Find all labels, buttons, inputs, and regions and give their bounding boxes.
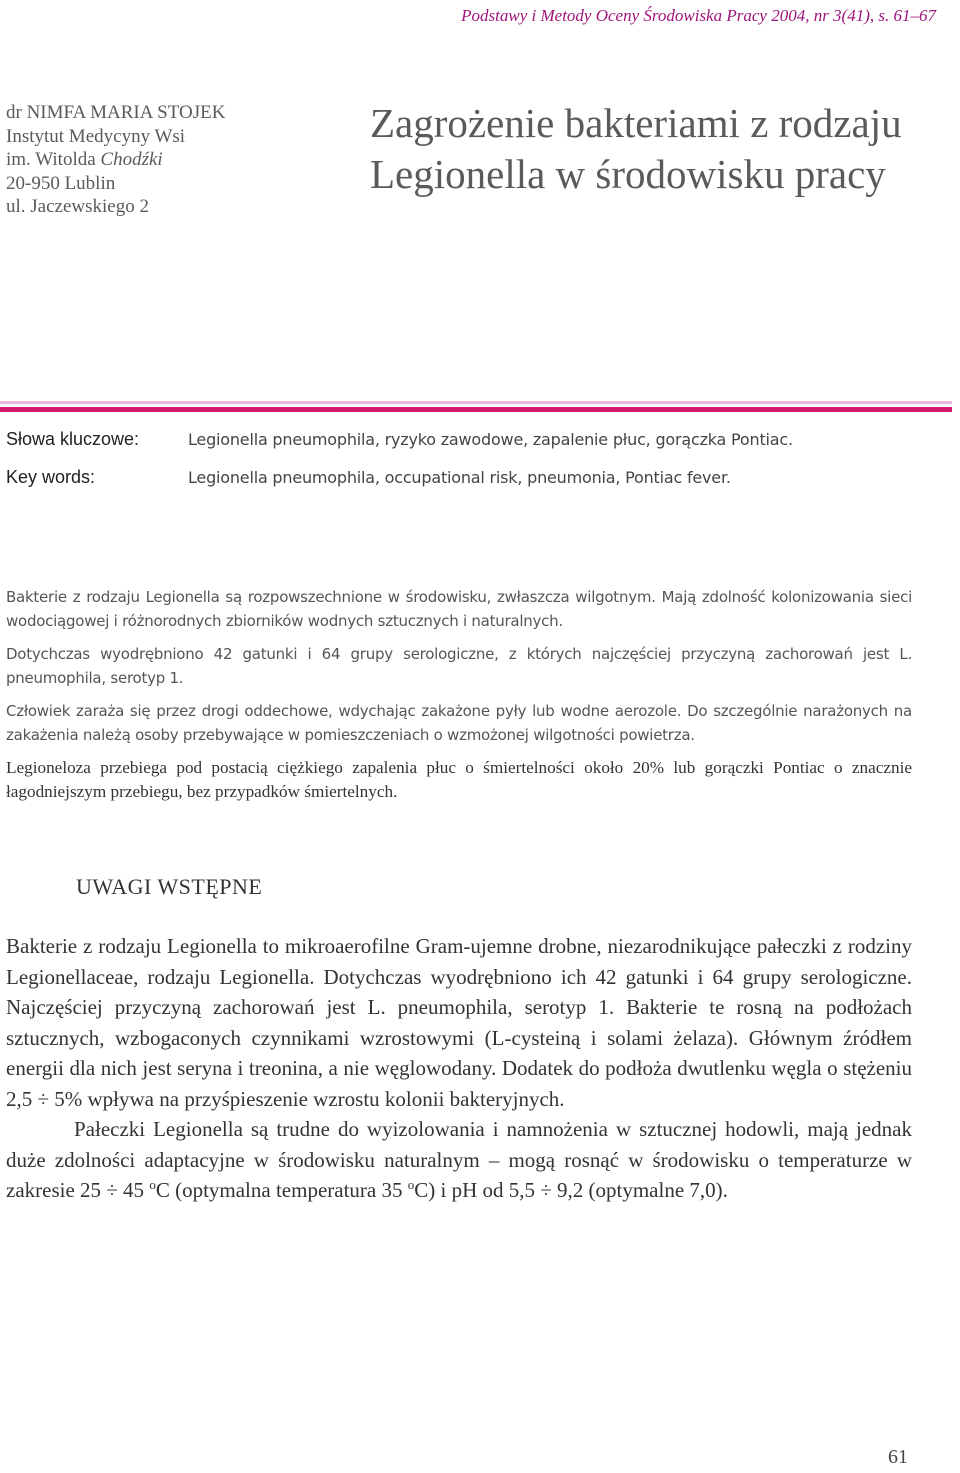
section-heading: UWAGI WSTĘPNE xyxy=(76,874,263,899)
article-title xyxy=(370,98,902,200)
body-text: C (optymalna temperatura 35 xyxy=(155,1178,408,1202)
title-line-1: Zagrożenie bakteriami z rodzaju xyxy=(370,100,902,146)
degree-superscript: o xyxy=(407,1177,415,1192)
abstract-paragraph: Bakterie z rodzaju Legionella są rozpowszechnione w środowisku, zwłaszcza wilgotnym. Mają zdolność kolonizowania sieci wodociągowej i różnorodnych zbiorników wodnych sztucznych i naturalnych. xyxy=(6,588,912,630)
body-text: C) i pH od 5,5 ÷ 9,2 (optymalne 7,0). xyxy=(414,1178,728,1202)
abstract-paragraph: Dotychczas wyodrębniono 42 gatunki i 64 grupy serologiczne, z których najczęściej przyczyną zachorowań jest L. pneumophila, serotyp 1. xyxy=(6,645,912,687)
patron-prefix: im. Witolda xyxy=(6,149,101,170)
title-line-2: Legionella w środowisku pracy xyxy=(370,151,886,197)
keywords-en-text: Legionella pneumophila, occupational risk, pneumonia, Pontiac fever. xyxy=(188,468,731,487)
patron-surname: Chodźki xyxy=(100,149,163,170)
section-body xyxy=(6,931,912,1206)
journal-citation: Podstawy i Metody Oceny Środowiska Pracy 2004, nr 3(41), s. 61–67 xyxy=(461,6,936,25)
institute-patron xyxy=(6,148,225,172)
abstract xyxy=(6,585,912,813)
body-paragraph: Bakterie z rodzaju Legionella to mikroaerofilne Gram-ujemne drobne, niezarodnikujące pałeczki z rodziny Legionellaceae, rodzaju Legionella. Dotychczas wyodrębniono ich 42 gatunki i 64 grupy serologiczne. Najczęściej przyczyną zachorowań jest L. pneumophila, serotyp 1. Bakterie te rosną na podłożach sztucznych, wzbogaconych czynnikami wzrostowymi (L-cysteiną i solami żelaza). Głównym źródłem energii dla nich jest seryna i treonina, a nie węglowodany. Dodatek do podłoża dwutlenku węgla o stężeniu 2,5 ÷ 5% wpływa na przyśpieszenie wzrostu kolonii bakteryjnych. xyxy=(6,934,912,1111)
postal-code: 20-950 Lublin xyxy=(6,172,116,194)
keywords-pl-label: Słowa kluczowe: xyxy=(6,429,140,449)
divider-thick xyxy=(0,407,952,412)
keywords-pl-text: Legionella pneumophila, ryzyko zawodowe, zapalenie płuc, gorączka Pontiac. xyxy=(188,430,793,449)
keywords-en-label: Key words: xyxy=(6,467,96,487)
abstract-paragraph: Człowiek zaraża się przez drogi oddechowe, wdychając zakażone pyły lub wodne aerozole. Do szczególnie narażonych na zakażenia należą osoby przebywające w pomieszczeniach o wzmożonej wilgotności powietrza. xyxy=(6,702,912,744)
divider-thin xyxy=(0,401,952,404)
street-address: ul. Jaczewskiego 2 xyxy=(6,196,149,217)
author-name: dr NIMFA MARIA STOJEK xyxy=(6,102,226,123)
author-affiliation xyxy=(6,101,225,219)
abstract-paragraph: Legioneloza przebiega pod postacią ciężkiego zapalenia płuc o śmiertelności około 20% lub gorączki Pontiac o znacznie łagodniejszym przebiegu, bez przypadków śmiertelnych. xyxy=(6,758,912,801)
body-paragraph xyxy=(6,1114,912,1206)
body-text: Pałeczki Legionella są trudne do wyizolowania i namnożenia w sztucznej hodowli, mają jednak duże zdolności adaptacyjne w środowisku naturalnym – mogą rosnąć w środowisku o temperaturze w zakresie 25 ÷ 45 xyxy=(6,1117,912,1202)
degree-superscript: o xyxy=(149,1177,156,1192)
page-number: 61 xyxy=(888,1446,908,1468)
institute-name: Instytut Medycyny Wsi xyxy=(6,125,186,147)
